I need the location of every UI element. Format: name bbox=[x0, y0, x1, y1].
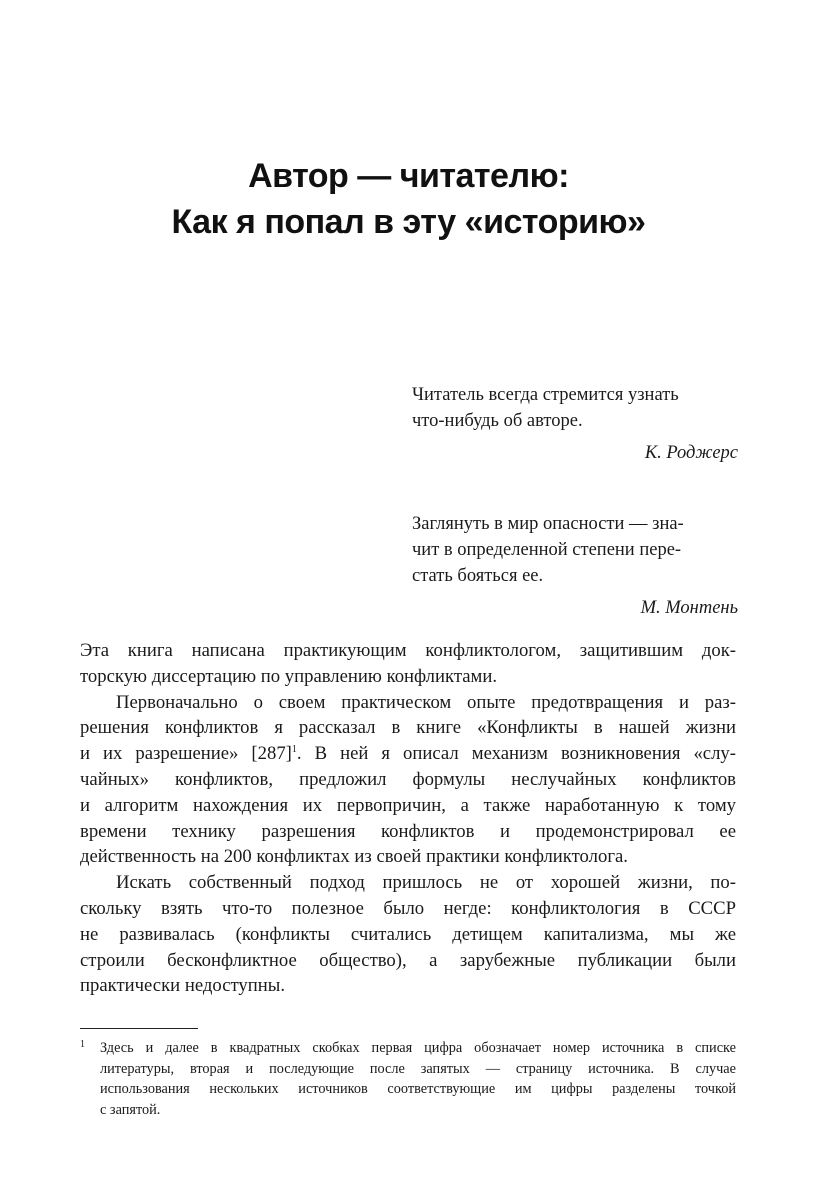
footnote-reference[interactable]: 1 bbox=[291, 743, 297, 755]
epigraph-author: М. Монтень bbox=[640, 598, 738, 618]
footnote-divider bbox=[80, 1028, 198, 1029]
footnote-body bbox=[100, 1038, 736, 1120]
body-line: Искать собственный подход пришлось не от хорошей жизни, по- bbox=[116, 872, 736, 894]
footnote-line: литературы, вторая и последующие после запятых — страницу источника. В случае bbox=[100, 1060, 736, 1077]
body-line: Первоначально о своем практическом опыте предотвращения и раз- bbox=[116, 691, 736, 713]
body-line: чайных» конфликтов, предложил формулы неслучайных конфликтов bbox=[80, 768, 736, 790]
footnote-line: Здесь и далее в квадратных скобках первая цифра обозначает номер источника в списке bbox=[100, 1040, 736, 1056]
body-line: практически недоступны. bbox=[80, 975, 285, 997]
epigraph-line: Читатель всегда стремится узнать bbox=[412, 385, 679, 405]
body-line: решения конфликтов я рассказал в книге «Конфликты в нашей жизни bbox=[80, 717, 736, 739]
footnote-line: с запятой. bbox=[100, 1101, 161, 1118]
body-line: торскую диссертацию по управлению конфликтами. bbox=[80, 665, 498, 687]
epigraph-montaigne bbox=[412, 511, 738, 621]
epigraph-author: К. Роджерс bbox=[644, 443, 738, 463]
body-text-run: и их разрешение» [287] bbox=[80, 743, 292, 765]
body-line: и алгоритм нахождения их первопричин, а также наработанную к тому bbox=[80, 794, 736, 816]
body-text bbox=[80, 638, 736, 999]
epigraph-rogers bbox=[412, 382, 738, 466]
footnote bbox=[80, 1038, 736, 1120]
body-line: не развивалась (конфликты считались детищем капитализма, мы же bbox=[80, 923, 736, 945]
epigraph-line: Заглянуть в мир опасности — зна- bbox=[412, 514, 684, 534]
body-line: действенность на 200 конфликтах из своей практики конфликтолога. bbox=[80, 846, 628, 868]
chapter-title-line-1: Автор — читателю: bbox=[248, 157, 569, 195]
body-line: Эта книга написана практикующим конфликтологом, защитившим док- bbox=[80, 640, 736, 661]
epigraph-line: что-нибудь об авторе. bbox=[412, 411, 583, 431]
body-line: строили бесконфликтное общество), а зарубежные публикации были bbox=[80, 949, 736, 971]
body-text-run: . В ней я описал механизм возникновения «слу- bbox=[296, 743, 736, 765]
body-line: времени технику разрешения конфликтов и продемонстрировал ее bbox=[80, 820, 736, 842]
body-line: скольку взять что-то полезное было негде: конфликтология в СССР bbox=[80, 897, 736, 919]
body-line-with-footnote bbox=[80, 741, 736, 767]
chapter-title bbox=[0, 153, 817, 245]
chapter-title-line-2: Как я попал в эту «историю» bbox=[171, 203, 646, 241]
footnote-line: использования нескольких источников соответствующие им цифры разделены точкой bbox=[100, 1081, 736, 1097]
epigraph-line: стать бояться ее. bbox=[412, 566, 544, 586]
epigraph-line: чит в определенной степени пере- bbox=[412, 540, 682, 560]
footnote-mark: 1 bbox=[80, 1039, 85, 1050]
